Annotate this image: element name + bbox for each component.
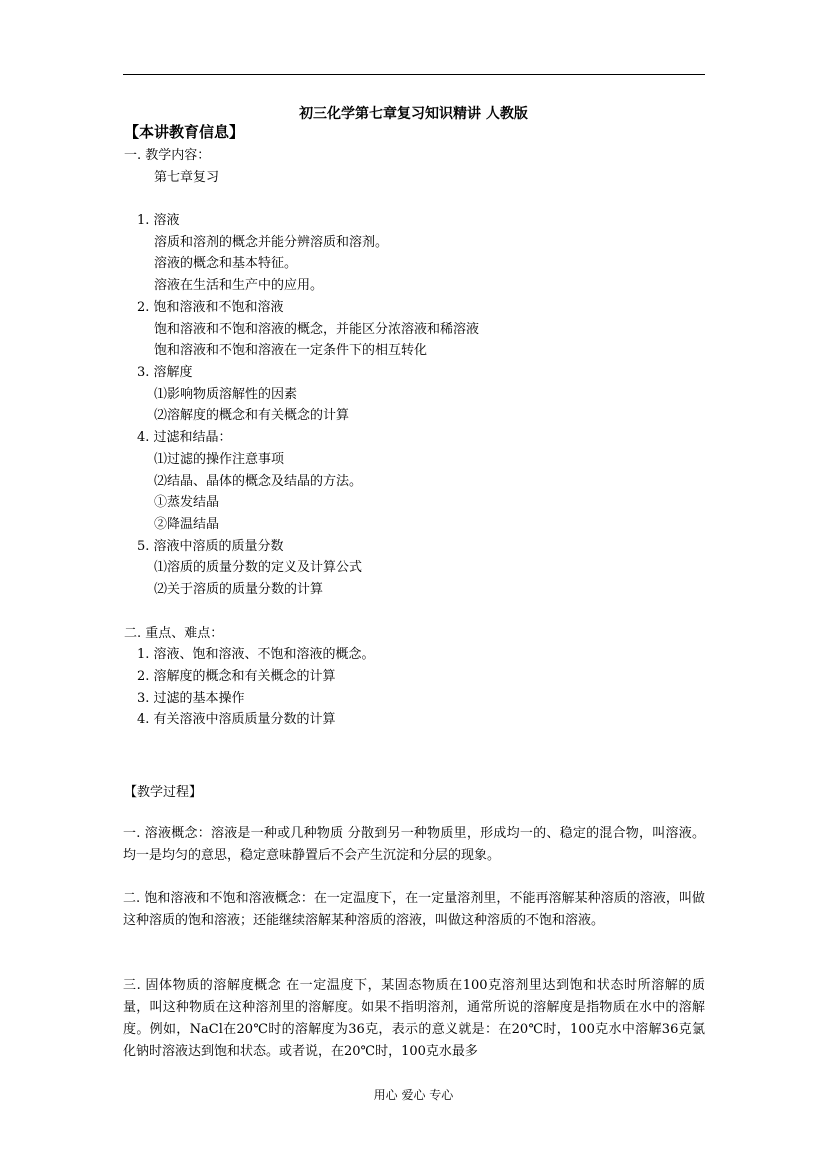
list-item: ⑴影响物质溶解性的因素 xyxy=(154,387,298,402)
list-item: ⑵结晶、晶体的概念及结晶的方法。 xyxy=(154,474,363,489)
page-title: 初三化学第七章复习知识精讲 人教版 xyxy=(299,106,528,122)
list-item: 1. 溶液 xyxy=(137,213,180,228)
list-item: 5. 溶液中溶质的质量分数 xyxy=(137,539,284,554)
teaching-content-heading: 一. 教学内容： xyxy=(124,148,211,163)
list-item: 4. 有关溶液中溶质质量分数的计算 xyxy=(137,712,336,727)
list-item: 3. 溶解度 xyxy=(137,365,193,380)
list-item: ⑴过滤的操作注意事项 xyxy=(154,452,285,467)
list-item: ①蒸发结晶 xyxy=(154,495,220,510)
list-item: ⑵关于溶质的质量分数的计算 xyxy=(154,582,324,597)
list-item: 溶质和溶剂的概念并能分辨溶质和溶剂。 xyxy=(154,235,389,250)
list-item: 2. 饱和溶液和不饱和溶液 xyxy=(137,300,284,315)
list-item: ⑴溶质的质量分数的定义及计算公式 xyxy=(154,560,363,575)
list-item: 饱和溶液和不饱和溶液的概念，并能区分浓溶液和稀溶液 xyxy=(154,322,480,337)
list-item: 3. 过滤的基本操作 xyxy=(137,691,245,706)
list-item: 4. 过滤和结晶： xyxy=(137,430,232,445)
list-item: 2. 溶解度的概念和有关概念的计算 xyxy=(137,669,336,684)
page-footer: 用心 爱心 专心 xyxy=(373,1088,454,1102)
list-item: ②降温结晶 xyxy=(154,517,220,532)
list-item: ⑵溶解度的概念和有关概念的计算 xyxy=(154,408,350,423)
header-rule xyxy=(123,74,705,75)
section-heading-info: 【本讲教育信息】 xyxy=(124,123,245,141)
list-item: 饱和溶液和不饱和溶液在一定条件下的相互转化 xyxy=(154,343,428,358)
list-item: 溶液在生活和生产中的应用。 xyxy=(154,278,324,293)
list-item: 溶液的概念和基本特征。 xyxy=(154,256,298,271)
teaching-content-subtitle: 第七章复习 xyxy=(154,170,220,185)
paragraph: 二. 饱和溶液和不饱和溶液概念：在一定温度下，在一定量溶剂里，不能再溶解某种溶质的溶液，叫做这种溶质的饱和溶液；还能继续溶解某种溶质的溶液，叫做这种溶质的不饱和溶液。 xyxy=(123,891,705,928)
paragraph: 一. 溶液概念：溶液是一种或几种物质 分散到另一种物质里，形成均一的、稳定的混合物，叫溶液。均一是均匀的意思，稳定意味静置后不会产生沉淀和分层的现象。 xyxy=(123,826,705,863)
teaching-process-heading: 【教学过程】 xyxy=(124,785,203,800)
paragraph: 三. 固体物质的溶解度概念 在一定温度下，某固态物质在100克溶剂里达到饱和状态时所溶解的质量，叫这种物质在这种溶剂里的溶解度。如果不指明溶剂，通常所说的溶解度是指物质在水中的溶解度。例如，NaCl在20℃时的溶解度为36克，表示的意义就是：在20℃时，100克水中溶解36克氯化钠时溶液达到饱和状态。或者说，在20℃时，100克水最多 xyxy=(123,978,705,1059)
list-item: 1. 溶液、饱和溶液、不饱和溶液的概念。 xyxy=(137,647,375,662)
key-points-heading: 二. 重点、难点： xyxy=(124,626,224,641)
